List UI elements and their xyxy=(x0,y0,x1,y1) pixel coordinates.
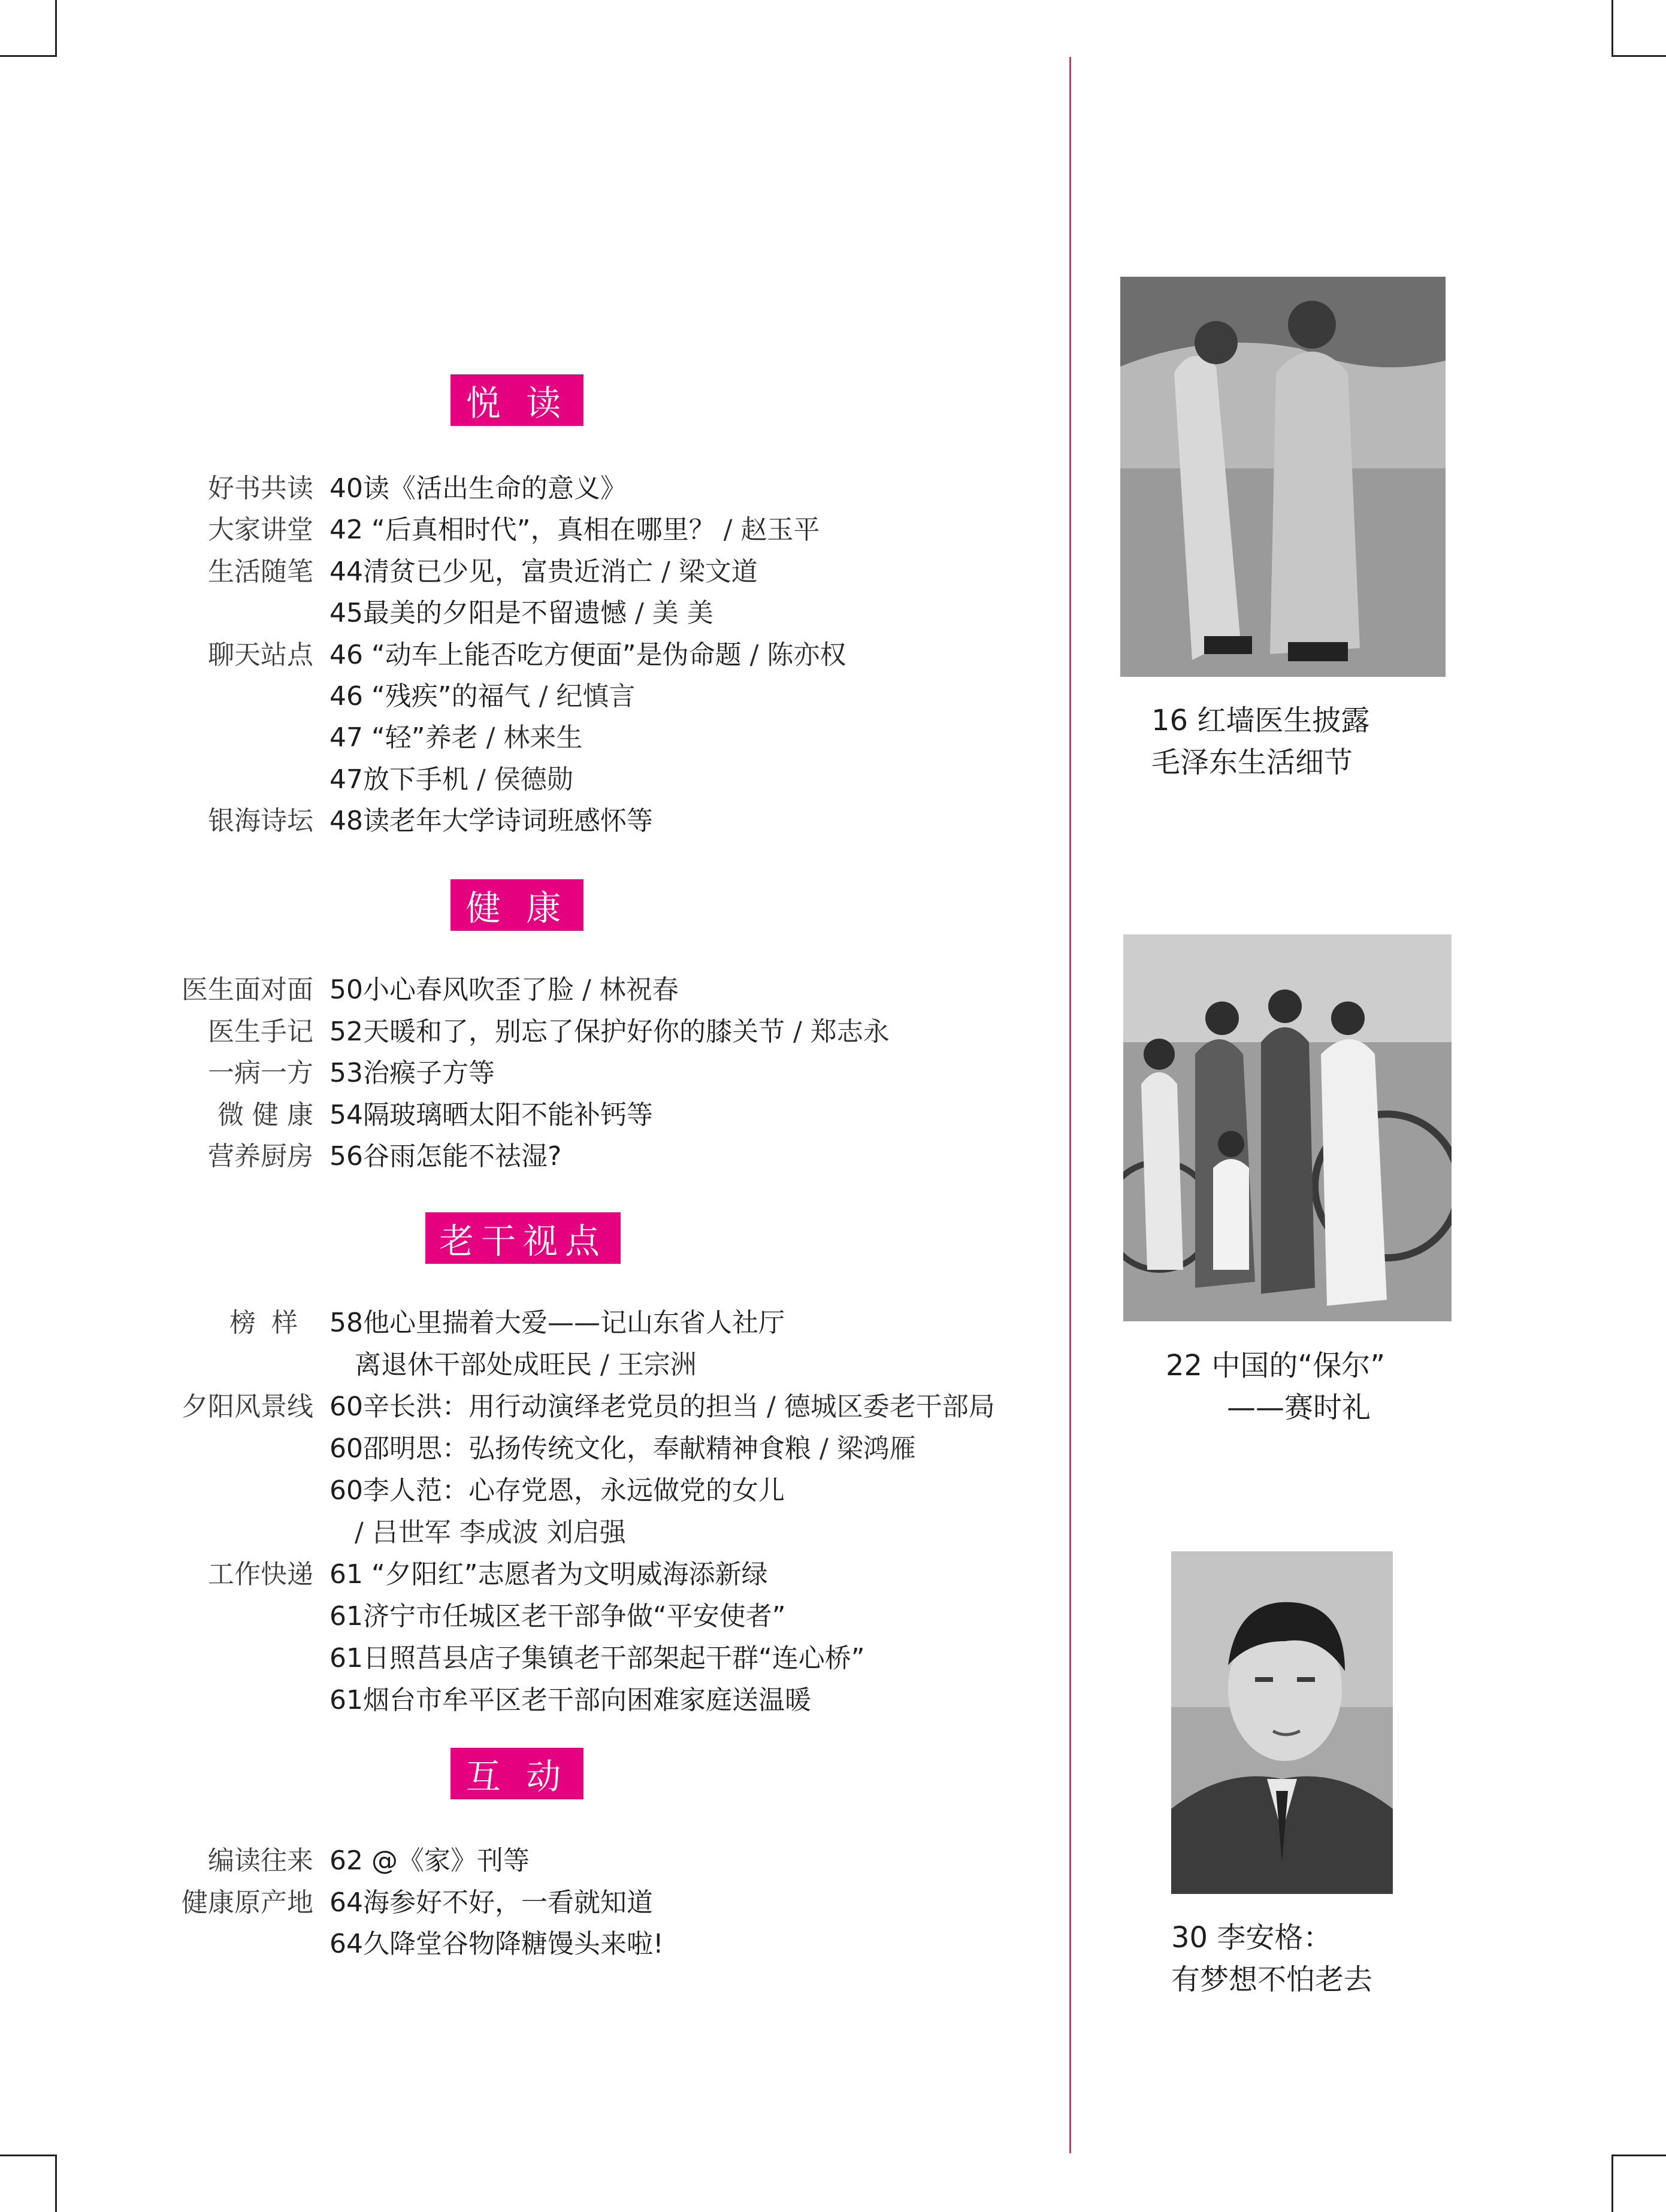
toc-entry[interactable] xyxy=(0,1346,1066,1384)
photo-caption-3: 30 李安格： 有梦想不怕老去 xyxy=(1171,1921,1373,1996)
section-header-laogan: 老干视点 xyxy=(425,1212,621,1264)
crop-mark-bottom-left xyxy=(0,2154,57,2212)
section-header-hudong: 互 动 xyxy=(450,1748,583,1799)
toc-title-text: 44清贫已少见，富贵近消亡 xyxy=(329,556,661,587)
toc-category: 夕阳风景线 xyxy=(182,1391,313,1422)
toc-category: 医生手记 xyxy=(208,1016,313,1047)
toc-entry[interactable] xyxy=(0,803,1066,840)
toc-category: 生活随笔 xyxy=(208,556,313,587)
toc-entry[interactable] xyxy=(0,1138,1066,1175)
toc-title-text: 48读老年大学诗词班感怀等 xyxy=(329,806,653,836)
toc-title-text: 60辛长洪：用行动演绎老党员的担当 xyxy=(329,1391,767,1422)
toc-title-text: 52天暖和了，别忘了保护好你的膝关节 xyxy=(329,1016,793,1047)
toc-title xyxy=(329,1640,865,1677)
toc-entry[interactable] xyxy=(0,1682,1066,1719)
toc-title xyxy=(329,1884,653,1921)
toc-title-text: 54隔玻璃晒太阳不能补钙等 xyxy=(329,1100,653,1130)
toc-entry[interactable] xyxy=(0,1055,1066,1092)
toc-entry[interactable] xyxy=(0,972,1066,1009)
toc-entry[interactable] xyxy=(0,1926,1066,1963)
toc-entry[interactable] xyxy=(0,1305,1066,1342)
toc-author: / 德城区委老干部局 xyxy=(766,1391,995,1422)
toc-title-text: 62 @《家》刊等 xyxy=(329,1845,530,1876)
toc-entry[interactable] xyxy=(0,1430,1066,1467)
toc-title xyxy=(329,1682,811,1719)
toc-category: 编读往来 xyxy=(208,1845,313,1876)
toc-author: / 林祝春 xyxy=(582,975,679,1005)
young-man-portrait-photo xyxy=(1171,1551,1393,1894)
toc-author: / 郑志永 xyxy=(793,1016,890,1047)
toc-entry[interactable] xyxy=(0,719,1066,757)
toc-entry[interactable] xyxy=(0,1472,1066,1509)
toc-author: / 林来生 xyxy=(486,722,583,753)
toc-entry[interactable] xyxy=(0,1640,1066,1677)
toc-category: 大家讲堂 xyxy=(208,515,313,545)
toc-category: 银海诗坛 xyxy=(208,806,313,836)
toc-author: / 梁文道 xyxy=(661,556,758,587)
toc-title xyxy=(329,1430,916,1467)
toc-title xyxy=(329,1926,664,1963)
toc-title-text: 60李人范：心存党恩，永远做党的女儿 xyxy=(329,1475,785,1506)
toc-title-text: 61济宁市任城区老干部争做“平安使者” xyxy=(329,1601,786,1632)
toc-title-text: 53治瘊子方等 xyxy=(329,1058,495,1088)
toc-entry[interactable] xyxy=(0,678,1066,715)
toc-entry[interactable] xyxy=(0,1842,1066,1880)
toc-title-text: 42 “后真相时代”，真相在哪里？ xyxy=(329,515,724,545)
toc-title xyxy=(329,1598,786,1635)
toc-title-text: 56谷雨怎能不祛湿? xyxy=(329,1141,562,1172)
toc-category: 营养厨房 xyxy=(208,1141,313,1172)
toc-title-text: 45最美的夕阳是不留遗憾 xyxy=(329,598,635,628)
toc-title xyxy=(329,470,627,507)
toc-title xyxy=(329,1346,697,1384)
toc-entry[interactable] xyxy=(0,595,1066,632)
toc-entry[interactable] xyxy=(0,637,1066,674)
crop-mark-top-left xyxy=(0,0,57,57)
toc-category: 聊天站点 xyxy=(208,640,313,670)
section-header-jiankang: 健 康 xyxy=(450,879,583,931)
toc-entry[interactable] xyxy=(0,470,1066,507)
column-divider xyxy=(1069,57,1071,2153)
toc-title xyxy=(329,1556,768,1593)
toc-category: 好书共读 xyxy=(208,473,313,504)
toc-author: / 吕世军 李成波 刘启强 xyxy=(354,1517,626,1548)
two-men-standing-photo xyxy=(1120,277,1446,677)
toc-category: 榜样 xyxy=(229,1308,313,1338)
toc-title-text: 离退休干部处成旺民 xyxy=(329,1349,600,1380)
toc-title-text: 60邵明思：弘扬传统文化，奉献精神食粮 xyxy=(329,1433,820,1464)
toc-title-text: 47放下手机 xyxy=(329,764,477,795)
toc-title-text: 61 “夕阳红”志愿者为文明威海添新绿 xyxy=(329,1559,768,1590)
toc-category: 健康原产地 xyxy=(182,1887,313,1918)
toc-title xyxy=(329,1013,890,1051)
toc-author: / 美 美 xyxy=(634,598,713,628)
toc-author: / 侯德勋 xyxy=(476,764,573,795)
toc-title-text: 50小心春风吹歪了脸 xyxy=(329,975,582,1005)
toc-title xyxy=(329,1138,561,1175)
photo-caption-1: 16 红墙医生披露 毛泽东生活细节 xyxy=(1151,704,1370,779)
toc-title-text: 64海参好不好，一看就知道 xyxy=(329,1887,653,1918)
toc-entry[interactable] xyxy=(0,1013,1066,1051)
toc-title xyxy=(329,1842,530,1880)
toc-title xyxy=(329,1305,785,1342)
toc-title xyxy=(329,972,679,1009)
toc-title-text: 46 “残疾”的福气 xyxy=(329,681,539,712)
toc-category: 微 健 康 xyxy=(217,1100,313,1130)
toc-author: / 纪慎言 xyxy=(539,681,636,712)
crop-mark-top-right xyxy=(1611,0,1666,57)
toc-title xyxy=(329,595,713,632)
group-family-photo xyxy=(1123,934,1452,1321)
toc-entry[interactable] xyxy=(0,1884,1066,1921)
toc-entry[interactable] xyxy=(0,761,1066,798)
toc-author: / 陈亦权 xyxy=(749,640,846,670)
toc-entry[interactable] xyxy=(0,1388,1066,1426)
toc-category: 医生面对面 xyxy=(182,975,313,1005)
toc-title-text: 40读《活出生命的意义》 xyxy=(329,473,627,504)
toc-entry[interactable] xyxy=(0,1556,1066,1593)
toc-category: 工作快递 xyxy=(208,1559,313,1590)
toc-title-text: 58他心里揣着大爱——记山东省人社厅 xyxy=(329,1308,785,1338)
toc-entry[interactable] xyxy=(0,1514,1066,1551)
toc-entry[interactable] xyxy=(0,553,1066,591)
toc-author: / 赵玉平 xyxy=(723,515,820,545)
toc-title xyxy=(329,637,846,674)
toc-title-text: 61日照莒县店子集镇老干部架起干群“连心桥” xyxy=(329,1643,865,1674)
toc-title-text: 61烟台市牟平区老干部向困难家庭送温暖 xyxy=(329,1685,811,1715)
section-header-yuedu: 悦 读 xyxy=(450,374,583,426)
toc-title-text: 47 “轻”养老 xyxy=(329,722,486,753)
toc-title-text: 64久降堂谷物降糖馒头来啦! xyxy=(329,1929,664,1959)
photo-caption-2: 22 中国的“保尔” ——赛时礼 xyxy=(1166,1349,1386,1424)
toc-title xyxy=(329,1055,495,1092)
toc-entry[interactable] xyxy=(0,1097,1066,1134)
toc-author: / 梁鸿雁 xyxy=(819,1433,916,1464)
toc-title-text xyxy=(329,1517,355,1548)
toc-category: 一病一方 xyxy=(208,1058,313,1088)
toc-entry[interactable] xyxy=(0,512,1066,549)
toc-title xyxy=(329,1472,785,1509)
toc-title xyxy=(329,512,820,549)
toc-author: / 王宗洲 xyxy=(600,1349,697,1380)
crop-mark-bottom-right xyxy=(1611,2154,1666,2212)
toc-title xyxy=(329,1388,995,1426)
toc-title-text: 46 “动车上能否吃方便面”是伪命题 xyxy=(329,640,750,670)
toc-title xyxy=(329,761,573,798)
toc-title xyxy=(329,678,635,715)
toc-title xyxy=(329,719,582,757)
toc-title xyxy=(329,803,653,840)
toc-entry[interactable] xyxy=(0,1598,1066,1635)
toc-title xyxy=(329,553,758,591)
toc-title xyxy=(329,1514,626,1551)
toc-title xyxy=(329,1097,653,1134)
